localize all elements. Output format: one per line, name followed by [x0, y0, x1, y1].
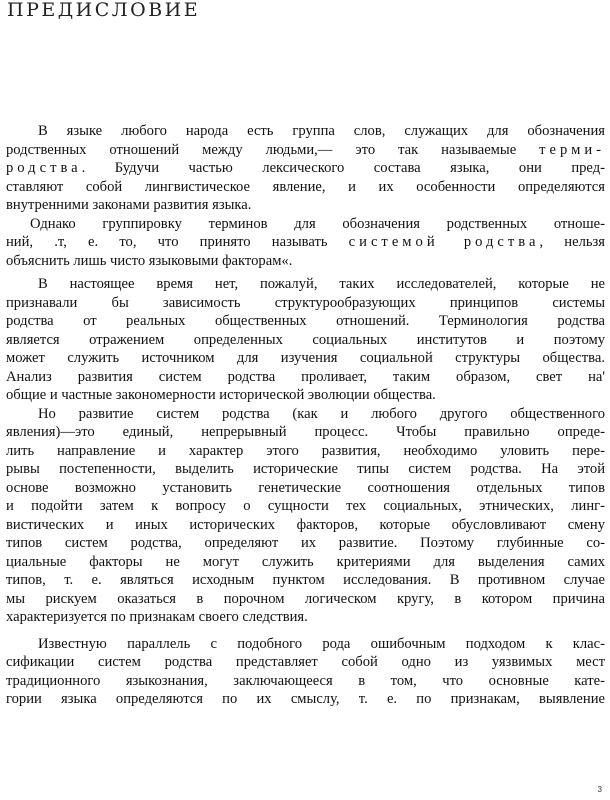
text-line: циальные факторы не могут служить критериями для выделения самих: [6, 553, 605, 570]
emphasized-term: системой родства: [348, 234, 540, 250]
body-text: [6, 122, 605, 709]
text-line: рывы постепенности, выделить исторические типы систем родства. На этой: [6, 461, 605, 477]
text-line: родства. Будучи частью лексического состава языка, они пред-: [6, 160, 605, 176]
text-line: сификации систем родства представляет собой одно из уязвимых мест: [6, 654, 605, 670]
paragraph: [6, 275, 605, 405]
text-line: гории языка определяются по их смыслу, т. е. по признакам, выявление: [6, 691, 605, 707]
text-line: В настоящее время нет, пожалуй, таких исследователей, которые не: [38, 276, 605, 292]
text-line: объяснить лишь чисто языковыми факторам«.: [6, 252, 293, 269]
text-line: родственных отношений между людьми,— это так называемые терми-: [6, 141, 605, 158]
text-line: В языке любого народа есть группа слов, служащих для обозначения: [38, 123, 605, 139]
text-line: типов, т. е. являться исходным пунктом исследования. В противном случае: [6, 572, 605, 588]
page-number: 3: [597, 785, 602, 794]
text-line: признавали бы зависимость структурообразующих принципов системы: [6, 294, 605, 311]
text-line: традиционного языкознания, заключающееся в том, что основные кате-: [6, 672, 605, 689]
paragraph: [6, 122, 605, 215]
page-heading: ПРЕДИСЛОВИЕ: [7, 0, 201, 21]
text-line: может служить источником для изучения социальной структуры общества.: [6, 350, 605, 366]
text-line: Известную параллель с подобного рода ошибочным подходом к клас-: [38, 635, 605, 652]
emphasized-term: терми-: [539, 141, 605, 158]
text-line: Но развитие систем родства (как и любого другого общественного: [38, 405, 605, 422]
text-line: родства от реальных общественных отношений. Терминология родства: [6, 313, 605, 329]
text-line: ний, .т, е. то, что принято называть системой родства, нельзя: [6, 234, 605, 250]
text-line: мы рискуем оказаться в порочном логическом кругу, в котором причина: [6, 590, 605, 607]
text-line: Анализ развития систем родства проливает, таким образом, свет на': [6, 368, 605, 385]
paragraph: [6, 635, 605, 709]
text-line: основе возможно установить генетические соотношения отдельных типов: [6, 479, 605, 496]
text-line: внутренними законами развития языка.: [6, 197, 252, 213]
text-line: характеризуется по признакам своего следствия.: [6, 609, 308, 625]
paragraph: [6, 405, 605, 627]
text-line: лить направление и характер этого развития, необходимо уловить пере-: [6, 442, 605, 459]
text-line: типов систем родства, определяют их развитие. Поэтому глубинные со-: [6, 535, 605, 551]
text-line: вистических и иных исторических факторов, которые обусловливают смену: [6, 516, 605, 533]
text-line: явления)—это единый, непрерывный процесс. Чтобы правильно опреде-: [6, 424, 605, 440]
text-line: является отражением определенных социальных институтов и поэтому: [6, 331, 605, 348]
text-line: и подойти затем к вопросу о сущности тех социальных, этнических, линг-: [6, 498, 605, 514]
text-line: ставляют собой лингвистическое явление, и их особенности определяются: [6, 178, 605, 195]
emphasized-term: родства: [6, 160, 82, 176]
text-line: Однако группировку терминов для обозначения родственных отноше-: [30, 215, 605, 232]
text-line: общие и частные закономерности исторической эволюции общества.: [6, 387, 436, 403]
paragraph: [6, 215, 605, 271]
